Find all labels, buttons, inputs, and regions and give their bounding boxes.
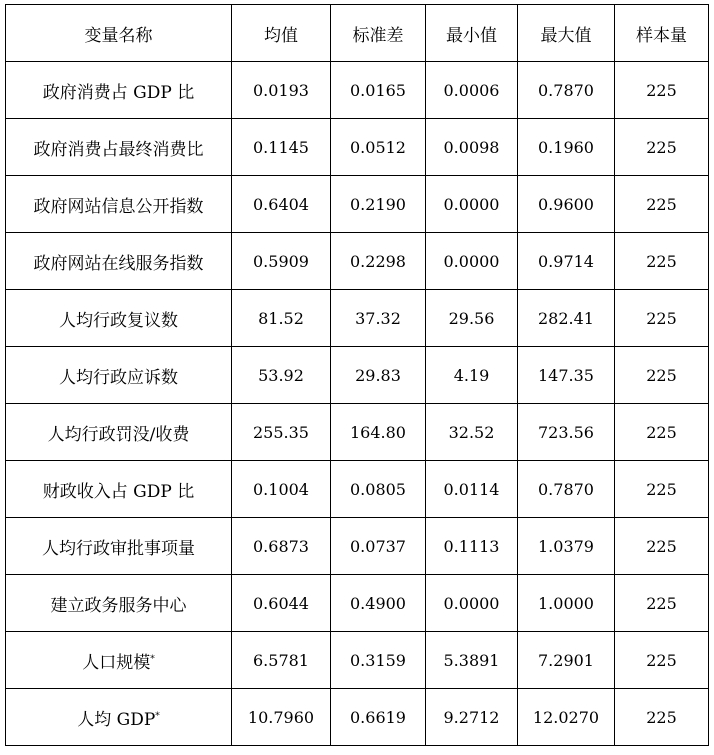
table-row xyxy=(6,632,709,689)
cell-std-dev: 0.2298 xyxy=(331,233,426,290)
cell-min: 0.0000 xyxy=(426,176,518,233)
header-variable-name: 变量名称 xyxy=(6,5,232,62)
table-body xyxy=(6,62,709,746)
cell-variable-name xyxy=(6,575,232,632)
cell-variable-name xyxy=(6,689,232,746)
table-row xyxy=(6,575,709,632)
variable-name-text: 人均行政复议数 xyxy=(59,310,178,331)
cell-max: 0.1960 xyxy=(518,119,615,176)
cell-mean: 0.6044 xyxy=(232,575,331,632)
cell-max: 0.9714 xyxy=(518,233,615,290)
cell-sample-size: 225 xyxy=(615,461,709,518)
cell-mean: 0.1145 xyxy=(232,119,331,176)
cell-max: 1.0000 xyxy=(518,575,615,632)
log-transform-mark: * xyxy=(155,710,160,721)
table-row xyxy=(6,347,709,404)
table-row xyxy=(6,689,709,746)
cell-min: 5.3891 xyxy=(426,632,518,689)
variable-name-text: 人均 GDP xyxy=(77,709,156,730)
cell-max: 12.0270 xyxy=(518,689,615,746)
cell-sample-size: 225 xyxy=(615,689,709,746)
cell-mean: 53.92 xyxy=(232,347,331,404)
cell-sample-size: 225 xyxy=(615,233,709,290)
cell-mean: 0.6873 xyxy=(232,518,331,575)
variable-name-text: 财政收入占 GDP 比 xyxy=(42,481,195,502)
cell-mean: 0.6404 xyxy=(232,176,331,233)
variable-name-text: 人均行政罚没/收费 xyxy=(47,424,190,445)
cell-mean: 0.1004 xyxy=(232,461,331,518)
table-row xyxy=(6,233,709,290)
header-mean: 均值 xyxy=(232,5,331,62)
variable-name-text: 政府消费占最终消费比 xyxy=(33,139,204,160)
cell-min: 0.0114 xyxy=(426,461,518,518)
cell-sample-size: 225 xyxy=(615,62,709,119)
cell-mean: 81.52 xyxy=(232,290,331,347)
variable-name-text: 建立政务服务中心 xyxy=(50,595,187,616)
cell-variable-name xyxy=(6,233,232,290)
cell-min: 29.56 xyxy=(426,290,518,347)
header-sample-size: 样本量 xyxy=(615,5,709,62)
cell-sample-size: 225 xyxy=(615,176,709,233)
cell-std-dev: 37.32 xyxy=(331,290,426,347)
cell-variable-name xyxy=(6,347,232,404)
cell-mean: 10.7960 xyxy=(232,689,331,746)
cell-mean: 0.0193 xyxy=(232,62,331,119)
table-row xyxy=(6,518,709,575)
cell-std-dev: 0.0512 xyxy=(331,119,426,176)
cell-std-dev: 29.83 xyxy=(331,347,426,404)
table-row xyxy=(6,290,709,347)
cell-mean: 0.5909 xyxy=(232,233,331,290)
cell-sample-size: 225 xyxy=(615,119,709,176)
cell-std-dev: 0.0737 xyxy=(331,518,426,575)
cell-sample-size: 225 xyxy=(615,518,709,575)
variable-name-text: 政府网站在线服务指数 xyxy=(33,253,204,274)
variable-name-text: 人均行政应诉数 xyxy=(59,367,178,388)
cell-min: 0.0098 xyxy=(426,119,518,176)
cell-std-dev: 0.3159 xyxy=(331,632,426,689)
cell-max: 0.9600 xyxy=(518,176,615,233)
cell-min: 0.0000 xyxy=(426,233,518,290)
cell-max: 147.35 xyxy=(518,347,615,404)
cell-variable-name xyxy=(6,290,232,347)
variable-name-text: 政府消费占 GDP 比 xyxy=(42,82,195,103)
cell-min: 0.0000 xyxy=(426,575,518,632)
log-transform-mark: * xyxy=(150,653,155,664)
cell-mean: 255.35 xyxy=(232,404,331,461)
table-row xyxy=(6,404,709,461)
cell-min: 0.0006 xyxy=(426,62,518,119)
cell-sample-size: 225 xyxy=(615,404,709,461)
cell-max: 723.56 xyxy=(518,404,615,461)
cell-variable-name xyxy=(6,404,232,461)
cell-variable-name xyxy=(6,119,232,176)
variable-name-text: 人均行政审批事项量 xyxy=(42,538,195,559)
cell-std-dev: 0.6619 xyxy=(331,689,426,746)
variable-name-text: 人口规模 xyxy=(82,652,151,673)
cell-variable-name xyxy=(6,518,232,575)
cell-min: 32.52 xyxy=(426,404,518,461)
cell-std-dev: 0.0165 xyxy=(331,62,426,119)
cell-variable-name xyxy=(6,62,232,119)
cell-sample-size: 225 xyxy=(615,632,709,689)
variable-name-text: 政府网站信息公开指数 xyxy=(33,196,204,217)
cell-max: 0.7870 xyxy=(518,62,615,119)
cell-min: 0.1113 xyxy=(426,518,518,575)
cell-std-dev: 0.2190 xyxy=(331,176,426,233)
cell-sample-size: 225 xyxy=(615,290,709,347)
statistics-table xyxy=(5,4,709,746)
table-row xyxy=(6,461,709,518)
header-std-dev: 标准差 xyxy=(331,5,426,62)
cell-sample-size: 225 xyxy=(615,347,709,404)
cell-variable-name xyxy=(6,461,232,518)
cell-variable-name xyxy=(6,632,232,689)
header-max: 最大值 xyxy=(518,5,615,62)
cell-std-dev: 0.0805 xyxy=(331,461,426,518)
cell-std-dev: 164.80 xyxy=(331,404,426,461)
table-row xyxy=(6,62,709,119)
cell-max: 282.41 xyxy=(518,290,615,347)
cell-max: 7.2901 xyxy=(518,632,615,689)
cell-std-dev: 0.4900 xyxy=(331,575,426,632)
cell-min: 9.2712 xyxy=(426,689,518,746)
header-min: 最小值 xyxy=(426,5,518,62)
header-row xyxy=(6,5,709,62)
cell-mean: 6.5781 xyxy=(232,632,331,689)
cell-sample-size: 225 xyxy=(615,575,709,632)
table-row xyxy=(6,176,709,233)
cell-max: 0.7870 xyxy=(518,461,615,518)
cell-min: 4.19 xyxy=(426,347,518,404)
cell-max: 1.0379 xyxy=(518,518,615,575)
table-row xyxy=(6,119,709,176)
cell-variable-name xyxy=(6,176,232,233)
